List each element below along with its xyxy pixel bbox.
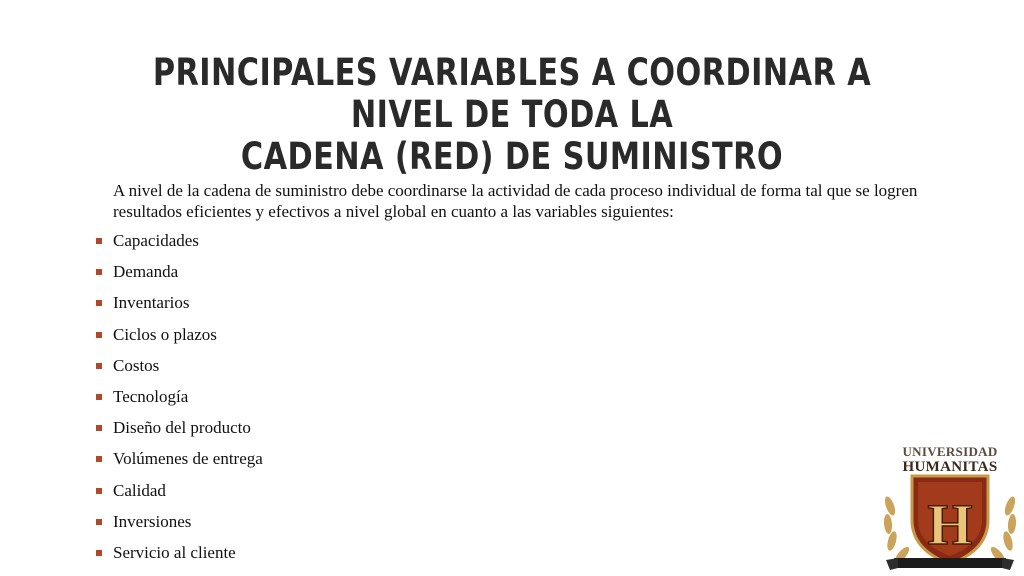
- list-item: Volúmenes de entrega: [96, 447, 656, 478]
- title-line-1: PRINCIPALES VARIABLES A COORDINAR A NIVEL DE TODA LA: [152, 51, 872, 136]
- list-item: Ciclos o plazos: [96, 323, 656, 354]
- bullet-square-icon: [96, 363, 102, 369]
- intro-paragraph: A nivel de la cadena de suministro debe coordinarse la actividad de cada proceso individual de forma tal que se logren resultados eficientes y efectivos a nivel global en cuanto a las variables siguientes:: [113, 181, 918, 221]
- list-item: Capacidades: [96, 229, 656, 260]
- bullet-square-icon: [96, 456, 102, 462]
- bullet-square-icon: [96, 394, 102, 400]
- bullet-square-icon: [96, 519, 102, 525]
- bullet-square-icon: [96, 269, 102, 275]
- bullet-square-icon: [96, 332, 102, 338]
- list-item: Inventarios: [96, 291, 656, 322]
- logo-letter: H: [927, 492, 973, 557]
- list-item: Servicio al cliente: [96, 541, 656, 572]
- slide-title: [125, 52, 899, 178]
- bullet-square-icon: [96, 300, 102, 306]
- bullet-square-icon: [96, 488, 102, 494]
- bullet-square-icon: [96, 550, 102, 556]
- ribbon-banner: [894, 558, 1006, 568]
- list-item: Inversiones: [96, 510, 656, 541]
- bullet-square-icon: [96, 425, 102, 431]
- list-item: Calidad: [96, 479, 656, 510]
- bullet-square-icon: [96, 238, 102, 244]
- list-item: Demanda: [96, 260, 656, 291]
- list-item: Tecnología: [96, 385, 656, 416]
- logo-text-universidad: UNIVERSIDAD: [902, 444, 998, 459]
- title-line-2: CADENA (RED) DE SUMINISTRO: [240, 135, 784, 178]
- list-item: Diseño del producto: [96, 416, 656, 447]
- variables-list: [96, 229, 656, 572]
- university-logo: [876, 440, 1024, 576]
- logo-text-humanitas: HUMANITAS: [902, 459, 998, 475]
- list-item: Costos: [96, 354, 656, 385]
